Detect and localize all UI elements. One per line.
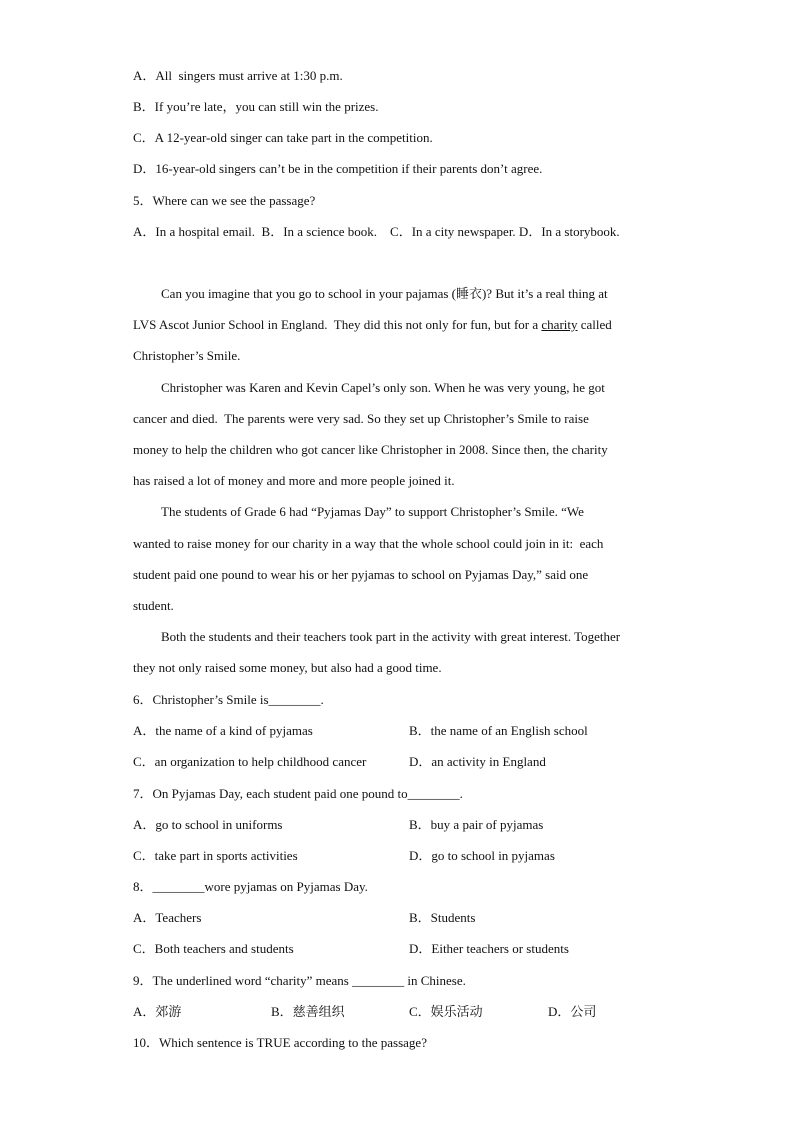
passage-p4-line2: they not only raised some money, but also had a good time. [133,660,442,675]
passage-p2-line3: money to help the children who got cancer like Christopher in 2008. Since then, the charity [133,442,608,457]
q4-option-a: A．All singers must arrive at 1:30 p.m. [133,68,343,83]
q9-stem: 9．The underlined word “charity” means ________ in Chinese. [133,973,466,988]
q7-option-d: D．go to school in pyjamas [409,848,555,863]
passage-p1-line3: Christopher’s Smile. [133,348,241,363]
passage-p3-line4: student. [133,598,174,613]
passage-p2-line1: Christopher was Karen and Kevin Capel’s only son. When he was very young, he got [161,380,605,395]
q5-stem: 5．Where can we see the passage? [133,193,316,208]
q7-option-b: B．buy a pair of pyjamas [409,817,544,832]
q6-option-d: D．an activity in England [409,754,546,769]
q7-stem: 7．On Pyjamas Day, each student paid one pound to________. [133,786,463,801]
passage-p3-line3: student paid one pound to wear his or her pyjamas to school on Pyjamas Day,” said one [133,567,589,582]
q5-options: A．In a hospital email. B．In a science book. C．In a city newspaper. D．In a storybook. [133,224,620,239]
q6-option-c: C．an organization to help childhood cancer [133,754,367,769]
q7-option-a: A．go to school in uniforms [133,817,283,832]
q4-option-c: C．A 12-year-old singer can take part in the competition. [133,130,433,145]
q8-option-c: C．Both teachers and students [133,941,294,956]
passage-p3-line1: The students of Grade 6 had “Pyjamas Day” to support Christopher’s Smile. “We [161,504,584,519]
q8-option-a: A．Teachers [133,910,202,925]
passage-p2-line4: has raised a lot of money and more and more people joined it. [133,473,455,488]
p1-line2-post: called [577,317,612,332]
q6-option-b: B．the name of an English school [409,723,588,738]
q9-option-c: C．娱乐活动 [409,1004,483,1019]
passage-p2-line2: cancer and died. The parents were very sad. So they set up Christopher’s Smile to raise [133,411,589,426]
passage-p1-line2 [133,317,612,333]
passage-p3-line2: wanted to raise money for our charity in a way that the whole school could join in it: each [133,536,604,551]
q8-option-d: D．Either teachers or students [409,941,569,956]
q9-option-a: A．郊游 [133,1004,182,1019]
passage-p1-line1: Can you imagine that you go to school in your pajamas (睡衣)? But it’s a real thing at [161,286,608,301]
q9-option-d: D．公司 [548,1004,597,1019]
q8-option-b: B．Students [409,910,476,925]
q8-stem: 8．________wore pyjamas on Pyjamas Day. [133,879,368,894]
q9-option-b: B．慈善组织 [271,1004,345,1019]
q4-option-d: D．16-year-old singers can’t be in the competition if their parents don’t agree. [133,161,543,176]
q7-option-c: C．take part in sports activities [133,848,298,863]
q10-stem: 10．Which sentence is TRUE according to the passage? [133,1035,427,1050]
q6-option-a: A．the name of a kind of pyjamas [133,723,313,738]
q4-option-b: B．If you’re late，you can still win the prizes. [133,99,379,114]
q6-stem: 6．Christopher’s Smile is________. [133,692,324,707]
passage-p4-line1: Both the students and their teachers took part in the activity with great interest. Together [161,629,621,644]
underlined-word-charity: charity [541,317,578,332]
p1-line2-pre: LVS Ascot Junior School in England. They did this not only for fun, but for a [133,317,542,332]
